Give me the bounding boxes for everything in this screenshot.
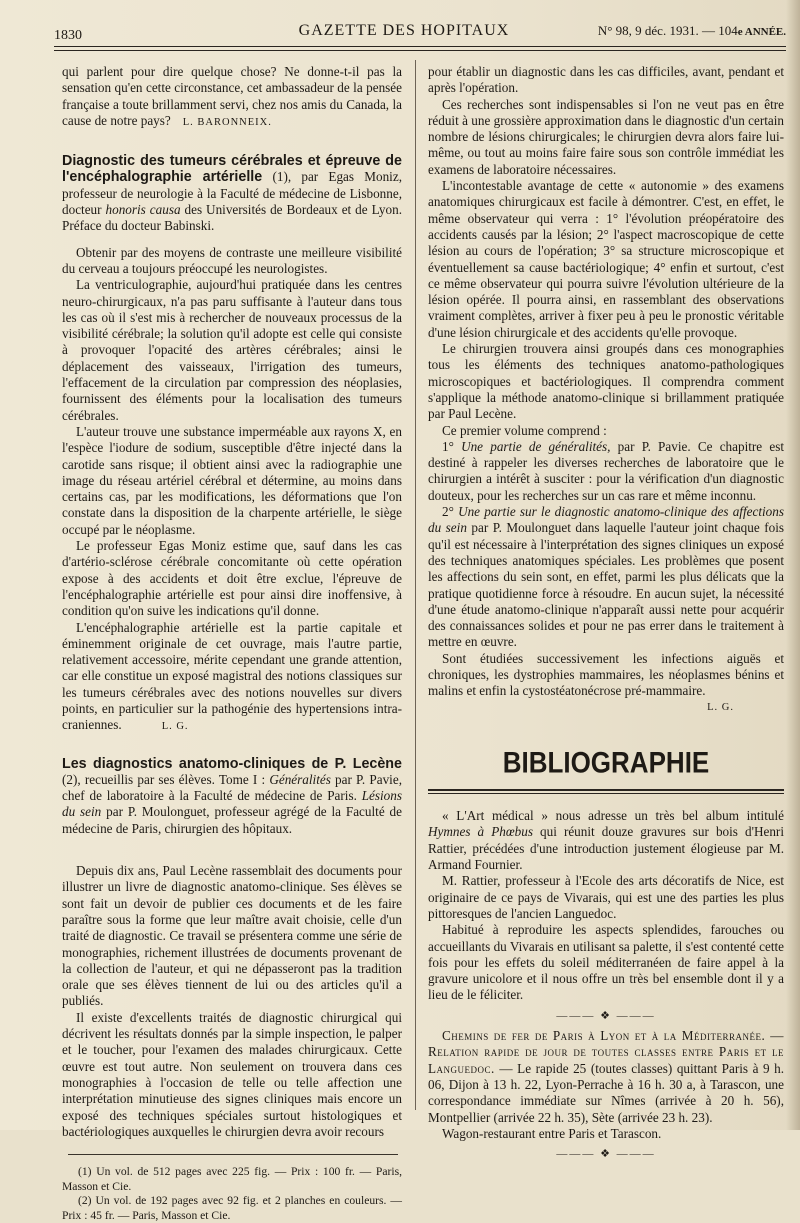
intro-paragraph: qui parlent pour dire quelque chose? Ne donne-t-il pas la sensation qu'en cette circonstance, cet ambassadeur de la pensée française a toute brillamment servi, chez nos amis du Canada, la cause de notre pays? L. BARONNEIX. (62, 64, 402, 128)
footnote-2: (2) Un vol. de 192 pages avec 92 fig. et 2 planches en couleurs. — Prix : 45 fr. — Paris, Masson et Cie. (62, 1194, 402, 1222)
journal-title: GAZETTE DES HOPITAUX (298, 22, 510, 39)
footnotes (62, 1165, 402, 1223)
bibliography-header (428, 744, 784, 780)
bibliography-paragraph: M. Rattier, professeur à l'Ecole des arts décoratifs de Nice, est originaire de ce pays de Vivarais, qui est une des parties les plus pittoresques de l'ancien Languedoc. (428, 873, 784, 921)
page-number: 1830 (54, 28, 82, 43)
review-2-paragraph: Sont étudiées successivement les infections aiguës et chroniques, les dystrophies mammaires, les néoplasmes bénins et malins et enfin la cystostéatonécrose pré-mammaire. (428, 650, 784, 699)
railway-notice: Chemins de fer de Paris à Lyon et à la Méditerranée. — Relation rapide de jour de toutes classes entre Paris et le Languedoc. — Le rapide 25 (toutes classes) quittant Paris à 9 h. 06, Dijon à 13 h. 22, Lyon-Perrache à 16 h. 30 a, à Tarascon, une correspondance immédiate sur Nîmes (arrivée à 20 h. 56), Montpellier (arrivée 22 h. 35), Sète (arrivée 23 h. 23). (428, 1028, 784, 1125)
ornament-divider-end: ——— ❖ ——— (556, 1148, 656, 1161)
footnote-1: (1) Un vol. de 512 pages avec 225 fig. — Prix : 100 fr. — Paris, Masson et Cie. (62, 1165, 402, 1193)
ornament-divider: ——— ❖ ——— (556, 1009, 656, 1022)
review-1-paragraph: Obtenir par des moyens de contraste une meilleure visibilité du cerveau a toujours préoccupé les neurologistes. (62, 244, 402, 276)
review-2-paragraph: Ce premier volume comprend : (442, 422, 607, 438)
review-1-signature: L. G. (161, 721, 189, 733)
bibliography-heading: BIBLIOGRAPHIE (502, 744, 710, 780)
review-1-heading: Diagnostic des tumeurs cérébrales et épreuve de l'encéphalographie artérielle (1), par Egas Moniz, professeur de neurologie à la Faculté de médecine de Lisbonne, docteur honoris causa des Universités de Bordeaux et de Lyon. Préface du docteur Babinski. (62, 153, 402, 234)
review-2-paragraph: Le chirurgien trouvera ainsi groupés dans ces monographies tous les éléments des techniques anatomo-pathologiques microscopiques et bactériologiques. Il comprendra comment s'applique la méthode anatomo-clinique si brillamment pratiquée par Paul Lecène. (428, 341, 784, 422)
review-2-heading: Les diagnostics anatomo-cliniques de P. Lecène (2), recueillis par ses élèves. Tome I : Généralités par P. Pavie, chef de laboratoire à la Faculté de médecine de Paris. Lésions du sein par P. Moulonguet, professeur agrégé de la Faculté de médecine de Paris, chirurgien des hôpitaux. (62, 755, 402, 836)
volume-part-2: 2° Une partie sur le diagnostic anatomo-clinique des affections du sein par P. Moulonguet dans laquelle l'auteur joint chaque fois qu'il est nécessaire à l'interprétation des signes cliniques un exposé des techniques anatomiques spéciales. Les problèmes que posent les affections du sein sont, en effet, parmi les plus délicats que la pratique quotidienne force à résoudre. En aucun sujet, la nécessité d'une étude anatomo-clinique n'apparaît aussi nette pour acquérir des connaissances solides et pour ne pas errer dans le traitement à mettre en œuvre. (428, 504, 784, 650)
issue-year-suffix: e ANNÉE. (737, 26, 786, 38)
issue-date: N° 98, 9 déc. 1931. — 104 (597, 23, 738, 38)
footnote-rule (68, 1154, 398, 1155)
railway-notice-restaurant: Wagon-restaurant entre Paris et Tarascon. (442, 1125, 662, 1141)
review-2-continued: pour établir un diagnostic dans les cas difficiles, avant, pendant et après l'opération. (428, 64, 784, 96)
bibliography-paragraph: Habitué à reproduire les aspects splendides, farouches ou accueillants du Vivarais en utilisant sa palette, il s'est contenté cette fois pour les effets du soleil méditerranéen de faire appel à la gravure unicolore et il nous offre un très bel ensemble dont il y a lieu de le féliciter. (428, 922, 784, 1003)
review-2-paragraph: Depuis dix ans, Paul Lecène rassemblait des documents pour illustrer un livre de diagnostic anatomo-clinique. Ses élèves se sont fait un devoir de publier ces documents et de les faire paraître sous la forme que leur maître avait choisie, celle d'un traité de diagnostic. Ce travail se présentera comme une série de monographies, richement illustrées de documents provenant de la collection de l'auteur, et qui ne dépasseront pas la tradition orale que ses élèves tiennent de lui ou des articles qu'il a publiés. (62, 863, 402, 1009)
review-1-paragraph: Le professeur Egas Moniz estime que, sauf dans les cas d'artério-sclérose cérébrale concomitante où cette opération expose à des accidents et doit être exclue, l'épreuve de l'encéphalographie artérielle est pour ainsi dire inoffensive, à condition qu'on suive les indications qu'il donne. (62, 538, 402, 619)
review-1-paragraph: La ventriculographie, aujourd'hui pratiquée dans les centres neuro-chirurgicaux, n'a pas paru suffisante à l'auteur dans tous les cas où il s'est mis à rechercher de nouveaux processus de la visibilité cérébrale; la solution qu'il adopte est celle qui consiste à provoquer l'opacité des artères cérébrales; ainsi le déplacement des vaisseaux, l'irrigation des tumeurs, l'effacement de la circulation par compression des néoplasies, fournissent des éléments pour la localisation des tumeurs cérébrales. (62, 277, 402, 423)
review-2-paragraph: Il existe d'excellents traités de diagnostic chirurgical qui décrivent les résultats donnés par la simple inspection, le palper et le toucher, pour l'examen des malades chirurgicaux. Cette œuvre est tout autre. Non seulement on trouvera dans ces monographies à l'occasion de telle ou telle affection une interprétation minutieuse des signes cliniques mais encore un exposé des techniques spéciales surtout histologiques et bactériologiques auxquelles le chirurgien devra avoir recours (62, 1009, 402, 1139)
page-header (54, 22, 786, 46)
header-rule (54, 46, 786, 47)
column-separator (415, 60, 416, 1110)
review-2-title: Les diagnostics anatomo-cliniques de P. Lecène (62, 755, 402, 772)
header-rule-thin (54, 50, 786, 51)
volume-part-1: 1° Une partie de généralités, par P. Pavie. Ce chapitre est destiné à rappeler les diverses recherches de laboratoire que le chirurgien a intérêt à susciter : pour la vérification d'un diagnostic douteux, pour les recherches sur un cas rare et même inconnu. (428, 438, 784, 503)
right-column (428, 64, 784, 1166)
review-1-title: Diagnostic des tumeurs cérébrales et épreuve de l'encéphalographie artérielle (62, 153, 402, 186)
review-2-paragraph: L'incontestable avantage de cette « autonomie » des examens anatomiques chirurgicaux est facile à démontrer. C'est, en effet, le même observateur qui verra : 1° l'évolution préopératoire des accidents causés par la lésion; 2° l'aspect macroscopique de cette lésion au cours de l'opération; 3° sa structure microscopique et éventuellement sa cause bactériologique; 4° enfin et surtout, c'est ce même observateur qui pourra suivre l'évolution ultérieure de la lésion opérée. Il pourra ainsi, en rassemblant des observations vraiment complètes, arriver à fixer peu à peu le pronostic véritable d'une lésion chirurgicale et des accidents qu'elle provoque. (428, 178, 784, 340)
review-2-paragraph: Ces recherches sont indispensables si l'on ne veut pas en être réduit à une grossière approximation dans le diagnostic d'un certain nombre de lésions chirurgicales; le chirurgien devra alors faire lui-même, ou tout au moins faire faire sous son contrôle immédiat les examens de laboratoire nécessaires. (428, 96, 784, 177)
review-1-paragraph: L'auteur trouve une substance imperméable aux rayons X, en l'espèce l'iodure de sodium, susceptible d'être injecté dans la carotide sans risque; il obtient ainsi avec la radiographie une image du réseau artériel cérébral et détermine, au moins dans certains cas, par les modifications, les déformations que l'on constate dans la disposition de la charpente artérielle, le siège occupé par le néoplasme. (62, 423, 402, 537)
left-column (62, 64, 402, 1223)
bibliography-rule (428, 789, 784, 791)
review-1-paragraph: L'encéphalographie artérielle est la partie capitale et éminemment originale de cet ouvrage, mais l'autre partie, relativement accessoire, mérite cependant une grande attention, car elle constitue un exposé magistral des notions classiques sur les tumeurs cérébrales avec des notions nouvelles sur divers points, en particulier sur la pathogénie des hypertensions intra-craniennes. L. G. (62, 619, 402, 733)
issue-info (598, 23, 786, 39)
bibliography-rule-thin (428, 793, 784, 794)
review-2-signature: L. G. (707, 701, 734, 713)
intro-signature: L. BARONNEIX. (182, 116, 272, 128)
page-edge-shadow (786, 0, 800, 1130)
bibliography-entry: « L'Art médical » nous adresse un très bel album intitulé Hymnes à Phœbus qui réunit douze gravures sur bois d'Henri Rattier, précédées d'une introduction justement élogieuse par M. Armand Fournier. (428, 808, 784, 873)
